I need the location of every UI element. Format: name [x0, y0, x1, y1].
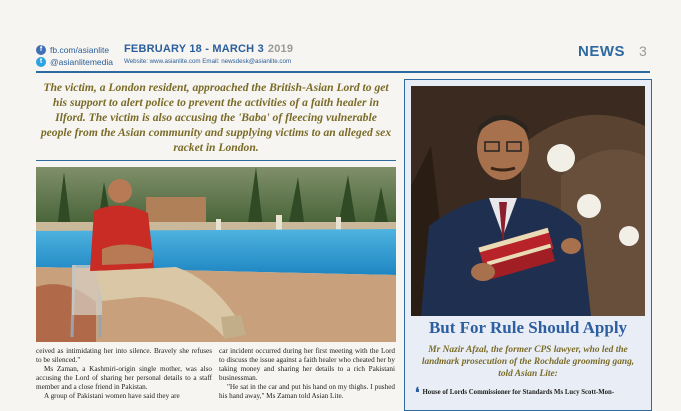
- issue-date: [124, 43, 293, 55]
- quote-mark-icon: ❛: [415, 386, 420, 401]
- sidebar-box: [404, 79, 652, 411]
- article-column-1: [36, 347, 212, 401]
- issue-year: 2019: [267, 43, 294, 55]
- page-header: [0, 38, 681, 72]
- facebook-icon: f: [36, 45, 46, 55]
- issue-date-range: FEBRUARY 18 - MARCH 3: [124, 43, 264, 55]
- article-paragraph: Ms Zaman, a Kashmiri-origin single mother, was also accusing the Lord of sharing her personal details to a staff member and a close friend in Pakistan.: [36, 365, 212, 391]
- facebook-row[interactable]: [36, 44, 113, 56]
- sidebar-headline: But For Rule Should Apply: [428, 318, 628, 337]
- article-paragraph: "He sat in the car and put his hand on my thighs. I pushed his hand away," Ms Zaman told Asian Lite.: [219, 383, 395, 400]
- sidebar-dek: Mr Nazir Afzal, the former CPS lawyer, who led the landmark prosecution of the Rochdale grooming gang, told Asian Lite:: [421, 345, 635, 379]
- contact-line: Website: www.asianlite.com Email: newsdesk@asianlite.com: [124, 58, 292, 65]
- article-paragraph: A group of Pakistani women have said they are: [44, 392, 180, 400]
- sidebar-quote: [415, 386, 641, 401]
- poolside-photo: [36, 167, 396, 342]
- twitter-row[interactable]: [36, 56, 113, 68]
- facebook-handle: fb.com/asianlite: [50, 45, 110, 55]
- article-paragraph: car incident occurred during her first meeting with the Lord to discuss the issue against a faith healer who cheated her by taking money and sharing her details to a rich Pakistani businessman.: [219, 347, 395, 382]
- social-links: [36, 44, 113, 68]
- page-number: 3: [639, 43, 647, 59]
- article-column-2: [219, 347, 395, 401]
- twitter-icon: t: [36, 57, 46, 67]
- header-rule: [36, 71, 650, 73]
- standfirst: The victim, a London resident, approached the British-Asian Lord to get his support to alert police to prevent the activities of a faith healer in Ilford. The victim is also accusing the 'Baba' of fleecing vulnerable people from the Asian community and supplying victims to an alleged sex racket in London.: [40, 81, 392, 154]
- article-paragraph: ceived as intimidating her into silence. Bravely she refuses to be silenced.": [36, 347, 212, 364]
- twitter-handle: @asianlitemedia: [50, 57, 113, 67]
- sidebar-quote-text: House of Lords Commissioner for Standards Ms Lucy Scott-Mon-: [422, 389, 615, 396]
- portrait-photo: [411, 86, 645, 316]
- standfirst-rule: [36, 160, 396, 161]
- section-title: NEWS: [578, 43, 625, 60]
